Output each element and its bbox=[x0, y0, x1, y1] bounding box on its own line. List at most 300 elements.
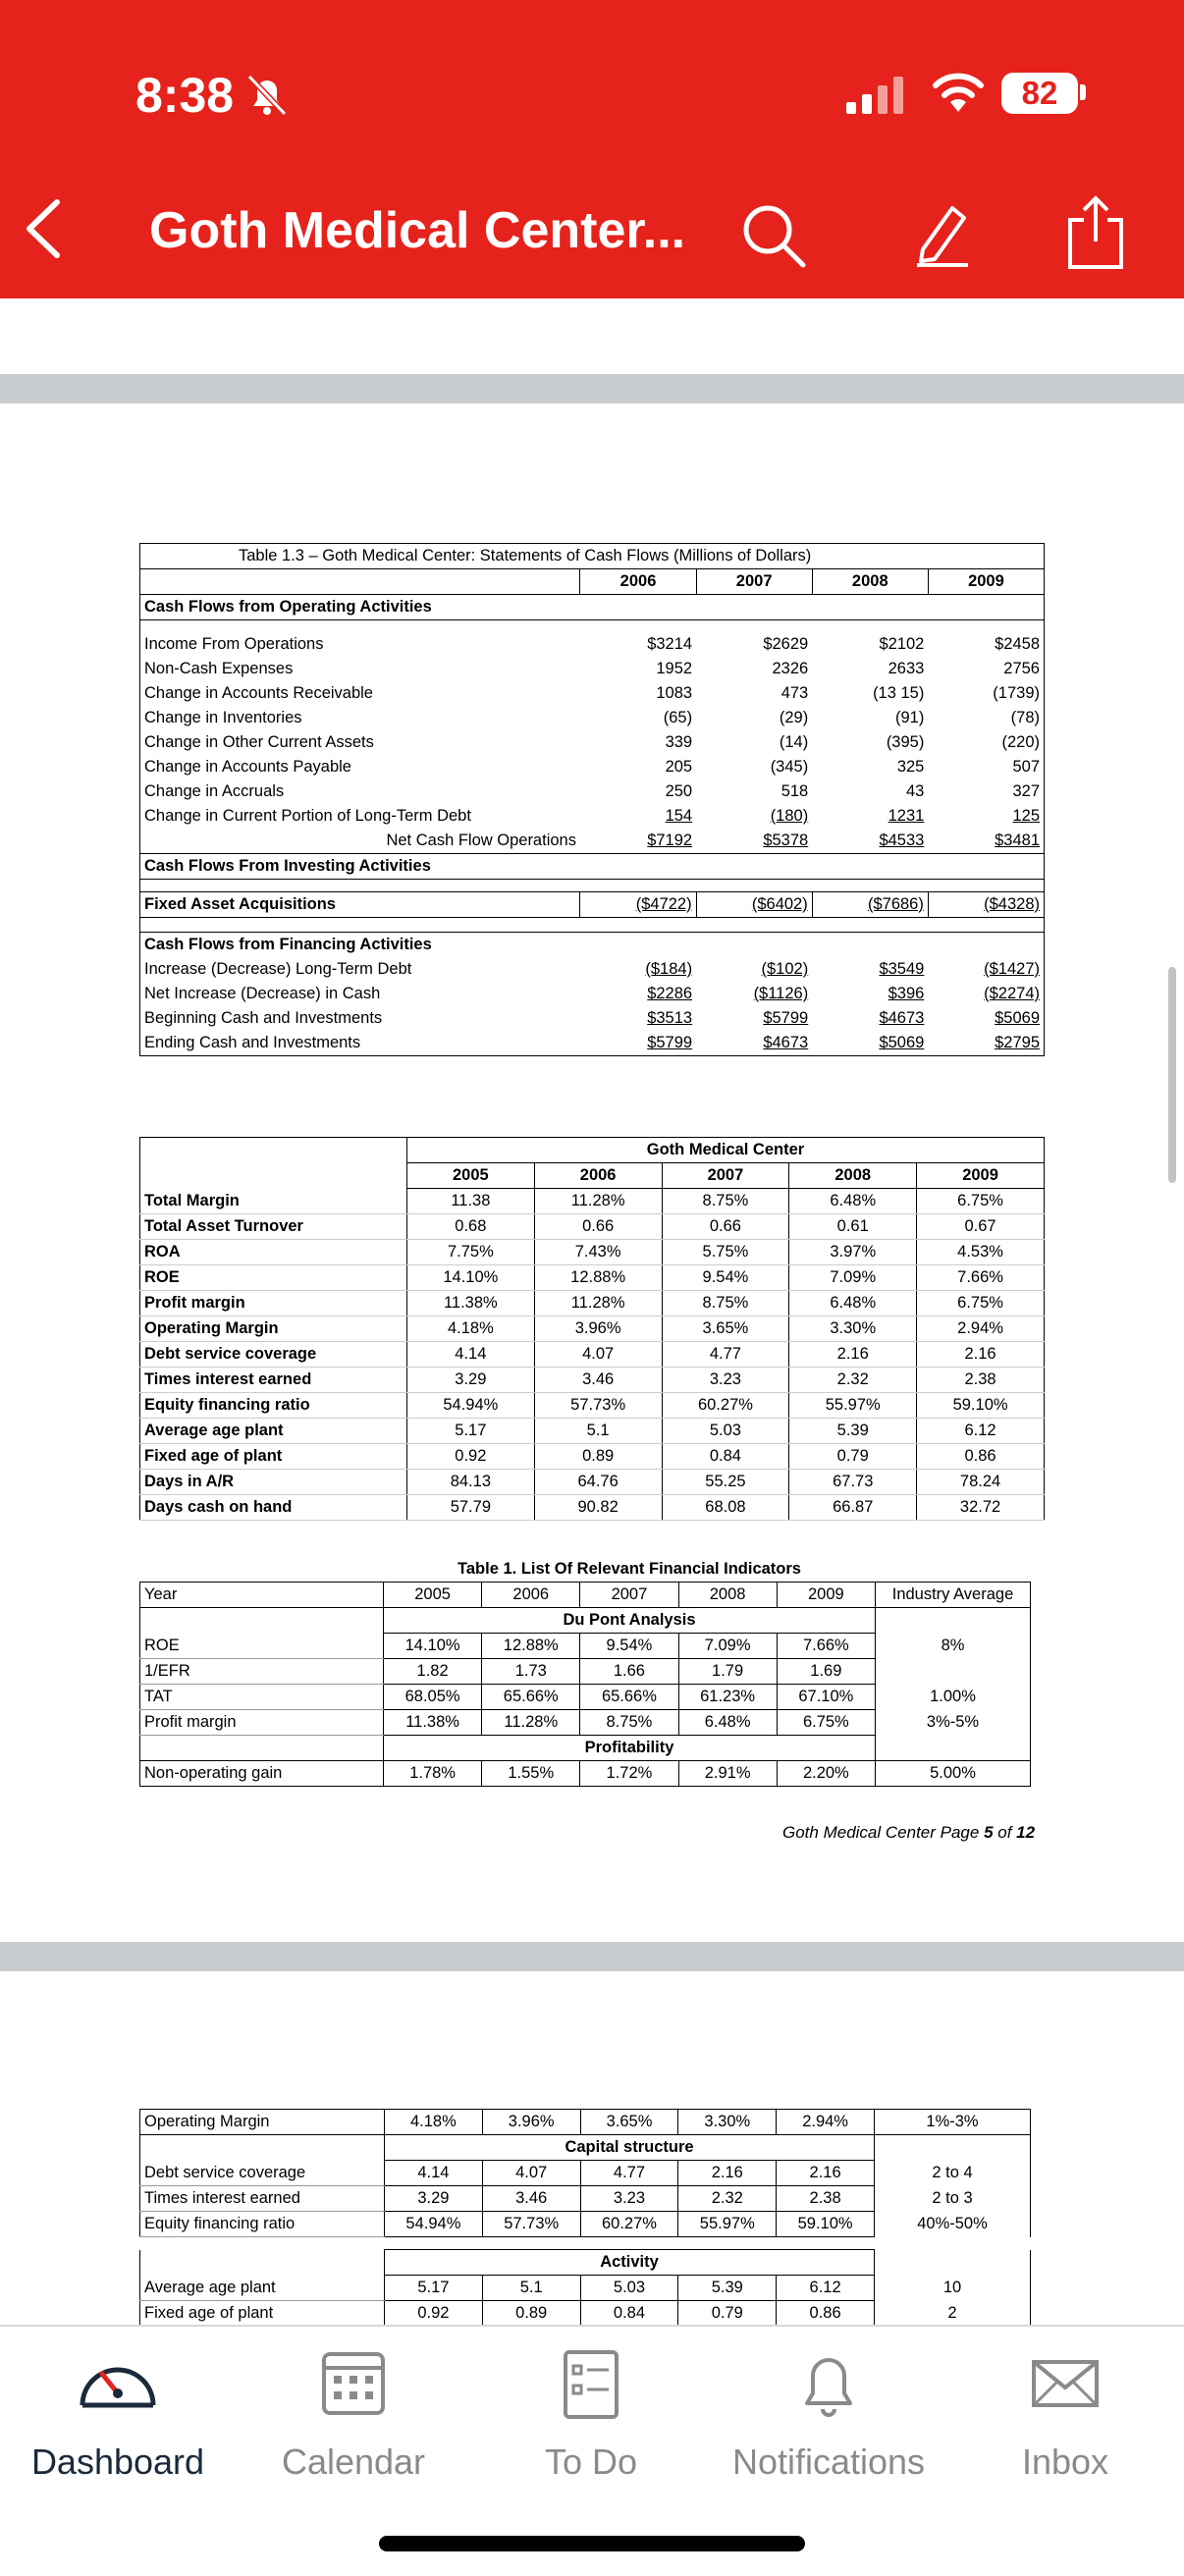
row-value: (78) bbox=[928, 706, 1044, 730]
row-value: 154 bbox=[665, 807, 693, 825]
row-value: $2458 bbox=[928, 632, 1044, 657]
row-value: 2.20% bbox=[777, 1761, 875, 1787]
row-value: 0.68 bbox=[406, 1214, 534, 1240]
share-icon[interactable] bbox=[1064, 192, 1127, 271]
activity-label: Activity bbox=[385, 2250, 875, 2276]
activity-rows bbox=[140, 2276, 1031, 2327]
table-row bbox=[140, 1240, 1045, 1265]
row-value: 32.72 bbox=[917, 1495, 1045, 1521]
net-ops-value: $4533 bbox=[879, 832, 925, 849]
opmargin-row bbox=[140, 2110, 1031, 2135]
row-value: 7.09% bbox=[678, 1634, 777, 1659]
row-value: 3.96% bbox=[534, 1316, 662, 1342]
row-label: Fixed age of plant bbox=[140, 2301, 385, 2327]
row-value: $3549 bbox=[879, 960, 925, 978]
row-label: ROA bbox=[140, 1240, 407, 1265]
table-row bbox=[140, 1710, 1031, 1736]
row-value: 11.38% bbox=[384, 1710, 482, 1736]
row-value: 0.61 bbox=[789, 1214, 917, 1240]
year-header: 2008 bbox=[812, 569, 928, 595]
section-heading: Cash Flows from Operating Activities bbox=[140, 595, 1045, 620]
back-chevron-icon[interactable] bbox=[20, 196, 69, 261]
row-label: Equity financing ratio bbox=[140, 1393, 407, 1419]
table-row bbox=[140, 1189, 1045, 1214]
ratio-rows bbox=[140, 1189, 1045, 1521]
tab-todo[interactable] bbox=[493, 2327, 689, 2483]
table-row bbox=[140, 1659, 1031, 1685]
row-value: 1.78% bbox=[384, 1761, 482, 1787]
row-value: 2.16 bbox=[789, 1342, 917, 1368]
table-row bbox=[140, 1470, 1045, 1495]
row-value: 0.66 bbox=[534, 1214, 662, 1240]
table-row bbox=[140, 2212, 1031, 2237]
cash-flow-table bbox=[139, 543, 1045, 1056]
row-value: 518 bbox=[780, 782, 809, 800]
row-value: 65.66% bbox=[482, 1685, 580, 1710]
indicators-table-continued bbox=[139, 2109, 1031, 2327]
table-row bbox=[140, 2301, 1031, 2327]
operating-rows bbox=[140, 632, 1045, 829]
row-value: $3214 bbox=[647, 635, 693, 653]
row-value: 7.09% bbox=[789, 1265, 917, 1291]
row-value: 205 bbox=[665, 758, 693, 776]
year-label: Year bbox=[140, 1583, 384, 1608]
row-value: 4.77 bbox=[580, 2161, 678, 2186]
row-value: 8.75% bbox=[580, 1710, 678, 1736]
row-value: 7.75% bbox=[406, 1240, 534, 1265]
tab-label: Inbox bbox=[1021, 2442, 1109, 2482]
silent-bell-icon bbox=[243, 73, 291, 118]
row-value: 4.77 bbox=[662, 1342, 789, 1368]
section-heading: Cash Flows from Financing Activities bbox=[140, 933, 1045, 958]
scrollbar[interactable] bbox=[1168, 967, 1176, 1183]
row-label: TAT bbox=[140, 1685, 384, 1710]
industry-value: 1.00% bbox=[876, 1685, 1031, 1710]
row-value: 1.66 bbox=[580, 1659, 678, 1685]
fixed-asset-value: ($4722) bbox=[580, 892, 696, 918]
net-ops-value: $7192 bbox=[647, 832, 693, 849]
row-value: 7.66% bbox=[917, 1265, 1045, 1291]
industry-value: 2 bbox=[875, 2301, 1031, 2327]
row-value: 4.07 bbox=[534, 1342, 662, 1368]
row-value: 3.23 bbox=[580, 2186, 678, 2212]
row-value: 3.30% bbox=[789, 1316, 917, 1342]
row-value: 327 bbox=[928, 779, 1044, 804]
table-row bbox=[140, 657, 1045, 681]
profitability-label: Profitability bbox=[384, 1736, 876, 1761]
table-row bbox=[140, 1342, 1045, 1368]
row-value: 59.10% bbox=[917, 1393, 1045, 1419]
cell-signal-icon bbox=[846, 75, 911, 114]
row-value: 0.79 bbox=[678, 2301, 777, 2327]
row-value: 5.03 bbox=[580, 2276, 678, 2301]
row-label: 1/EFR bbox=[140, 1659, 384, 1685]
row-value: 67.10% bbox=[777, 1685, 875, 1710]
year-header: 2009 bbox=[777, 1583, 875, 1608]
row-value: 3.96% bbox=[482, 2110, 580, 2135]
row-value: 1952 bbox=[656, 660, 693, 677]
year-header: 2007 bbox=[580, 1583, 678, 1608]
tab-inbox[interactable] bbox=[972, 2327, 1158, 2483]
year-header: 2006 bbox=[482, 1583, 580, 1608]
row-value: 0.86 bbox=[777, 2301, 875, 2327]
row-value: 66.87 bbox=[789, 1495, 917, 1521]
row-value: 1.55% bbox=[482, 1761, 580, 1787]
table-row bbox=[140, 1368, 1045, 1393]
row-value: 11.38% bbox=[406, 1291, 534, 1316]
row-value: 2.38 bbox=[777, 2186, 875, 2212]
row-value: 84.13 bbox=[406, 1470, 534, 1495]
row-value: 12.88% bbox=[482, 1634, 580, 1659]
year-header: 2005 bbox=[384, 1583, 482, 1608]
year-header: 2009 bbox=[928, 569, 1044, 595]
row-value: ($1427) bbox=[928, 957, 1044, 982]
row-value: 12.88% bbox=[534, 1265, 662, 1291]
row-value: 3.65% bbox=[580, 2110, 678, 2135]
bell-icon bbox=[789, 2344, 868, 2423]
row-value: ($1126) bbox=[753, 985, 809, 1002]
row-value: 0.79 bbox=[789, 1444, 917, 1470]
row-value: 14.10% bbox=[384, 1634, 482, 1659]
table-row bbox=[140, 1495, 1045, 1521]
row-value: 3.46 bbox=[482, 2186, 580, 2212]
year-header: 2006 bbox=[534, 1163, 662, 1189]
table-row bbox=[140, 1444, 1045, 1470]
table-title: Table 1.3 – Goth Medical Center: Statements of Cash Flows (Millions of Dollars) bbox=[140, 544, 1045, 569]
row-value: 6.48% bbox=[789, 1291, 917, 1316]
todo-icon bbox=[552, 2344, 630, 2423]
row-label: ROE bbox=[140, 1265, 407, 1291]
row-label: Change in Accruals bbox=[140, 779, 580, 804]
row-value: 5.03 bbox=[662, 1419, 789, 1444]
tab-notifications[interactable] bbox=[711, 2327, 946, 2483]
tab-dashboard[interactable] bbox=[20, 2327, 216, 2483]
row-value: 64.76 bbox=[534, 1470, 662, 1495]
row-value: (29) bbox=[779, 709, 809, 726]
row-value: 4.18% bbox=[385, 2110, 483, 2135]
industry-value: 1%-3% bbox=[875, 2110, 1031, 2135]
row-value: 67.73 bbox=[789, 1470, 917, 1495]
row-value: 0.66 bbox=[662, 1214, 789, 1240]
row-label: Beginning Cash and Investments bbox=[140, 1006, 580, 1031]
row-value: 2.94% bbox=[917, 1316, 1045, 1342]
indicators-table bbox=[139, 1557, 1031, 1787]
row-value: (13 15) bbox=[873, 684, 925, 702]
row-value: 11.38 bbox=[406, 1189, 534, 1214]
row-value: 1083 bbox=[656, 684, 693, 702]
row-value: 8.75% bbox=[662, 1189, 789, 1214]
calendar-icon bbox=[314, 2344, 393, 2423]
fixed-asset-value: ($4328) bbox=[928, 892, 1044, 918]
row-label: Change in Other Current Assets bbox=[140, 730, 580, 755]
row-value: 250 bbox=[665, 782, 693, 800]
row-label: Change in Accounts Receivable bbox=[140, 681, 580, 706]
table-row bbox=[140, 804, 1045, 829]
indicators-year-row bbox=[140, 1583, 1031, 1608]
fixed-asset-label: Fixed Asset Acquisitions bbox=[140, 892, 580, 918]
row-value: $5799 bbox=[763, 1009, 809, 1027]
fixed-asset-value: ($7686) bbox=[812, 892, 928, 918]
row-value: 60.27% bbox=[662, 1393, 789, 1419]
row-value: 5.1 bbox=[482, 2276, 580, 2301]
tab-calendar[interactable] bbox=[255, 2327, 452, 2483]
app-header bbox=[0, 0, 1184, 298]
table-row bbox=[140, 1419, 1045, 1444]
row-value: 11.28% bbox=[534, 1291, 662, 1316]
row-value: 4.07 bbox=[482, 2161, 580, 2186]
table-row bbox=[140, 681, 1045, 706]
row-value: 1.82 bbox=[384, 1659, 482, 1685]
row-value: (345) bbox=[770, 758, 809, 776]
row-value: 507 bbox=[928, 755, 1044, 779]
row-value: (395) bbox=[886, 733, 925, 751]
table-row bbox=[140, 779, 1045, 804]
row-value: 1231 bbox=[888, 807, 925, 825]
row-value: 125 bbox=[928, 804, 1044, 829]
industry-value: 40%-50% bbox=[875, 2212, 1031, 2237]
row-label: Fixed age of plant bbox=[140, 1444, 407, 1470]
page-separator bbox=[0, 374, 1184, 403]
row-value: 43 bbox=[905, 782, 925, 800]
row-label: Net Increase (Decrease) in Cash bbox=[140, 982, 580, 1006]
row-value: 3.29 bbox=[385, 2186, 483, 2212]
row-value: 0.86 bbox=[917, 1444, 1045, 1470]
year-header: 2009 bbox=[917, 1163, 1045, 1189]
row-value: 3.97% bbox=[789, 1240, 917, 1265]
table-row bbox=[140, 957, 1045, 982]
row-value: 6.75% bbox=[777, 1710, 875, 1736]
row-value: 61.23% bbox=[678, 1685, 777, 1710]
table-row bbox=[140, 982, 1045, 1006]
row-label: Days cash on hand bbox=[140, 1495, 407, 1521]
row-label: Profit margin bbox=[140, 1291, 407, 1316]
row-value: $396 bbox=[888, 985, 925, 1002]
row-value: 5.17 bbox=[385, 2276, 483, 2301]
row-value: 5.75% bbox=[662, 1240, 789, 1265]
row-value: $4673 bbox=[696, 1031, 812, 1056]
row-value: 0.92 bbox=[406, 1444, 534, 1470]
row-value: 3.46 bbox=[534, 1368, 662, 1393]
row-value: 78.24 bbox=[917, 1470, 1045, 1495]
row-label: Income From Operations bbox=[140, 632, 580, 657]
spacer-row bbox=[140, 2237, 1031, 2250]
row-value: 5.39 bbox=[678, 2276, 777, 2301]
row-value: 4.14 bbox=[385, 2161, 483, 2186]
mail-icon bbox=[1026, 2344, 1104, 2423]
row-value: ($102) bbox=[761, 960, 809, 978]
row-value: 2.16 bbox=[777, 2161, 875, 2186]
row-value: 2326 bbox=[772, 660, 809, 677]
row-value: 68.08 bbox=[662, 1495, 789, 1521]
row-value: 3.29 bbox=[406, 1368, 534, 1393]
row-value: 60.27% bbox=[580, 2212, 678, 2237]
net-ops-label: Net Cash Flow Operations bbox=[140, 829, 580, 854]
year-header: 2008 bbox=[678, 1583, 777, 1608]
row-label: Times interest earned bbox=[140, 2186, 385, 2212]
row-value: 1.69 bbox=[777, 1659, 875, 1685]
row-value: 14.10% bbox=[406, 1265, 534, 1291]
row-value: 1.72% bbox=[580, 1761, 678, 1787]
wifi-icon bbox=[931, 71, 986, 114]
table-row bbox=[140, 1265, 1045, 1291]
capital-label: Capital structure bbox=[385, 2135, 875, 2161]
row-value: 0.89 bbox=[534, 1444, 662, 1470]
row-value: 65.66% bbox=[580, 1685, 678, 1710]
row-value: (14) bbox=[779, 733, 809, 751]
ratio-table-title: Goth Medical Center bbox=[406, 1138, 1044, 1163]
dupont-rows bbox=[140, 1634, 1031, 1736]
row-value: $5069 bbox=[928, 1006, 1044, 1031]
row-value: 59.10% bbox=[777, 2212, 875, 2237]
year-header: 2007 bbox=[662, 1163, 789, 1189]
row-value: $2102 bbox=[879, 635, 925, 653]
row-value: 55.97% bbox=[678, 2212, 777, 2237]
table-row bbox=[140, 1214, 1045, 1240]
nonop-row bbox=[140, 1761, 1031, 1787]
net-ops-value: $3481 bbox=[928, 829, 1044, 854]
annotate-pen-icon[interactable] bbox=[909, 200, 974, 269]
row-value: 2.94% bbox=[777, 2110, 875, 2135]
row-value: 90.82 bbox=[534, 1495, 662, 1521]
row-value: 2.32 bbox=[789, 1368, 917, 1393]
row-value: 2.38 bbox=[917, 1368, 1045, 1393]
row-value: 57.73% bbox=[482, 2212, 580, 2237]
battery-indicator: 82 bbox=[1001, 73, 1078, 114]
row-value: 5.1 bbox=[534, 1419, 662, 1444]
row-value: 6.12 bbox=[777, 2276, 875, 2301]
row-value: 2.16 bbox=[917, 1342, 1045, 1368]
row-value: 57.73% bbox=[534, 1393, 662, 1419]
row-value: (91) bbox=[895, 709, 925, 726]
row-value: 0.84 bbox=[662, 1444, 789, 1470]
table-row bbox=[140, 1685, 1031, 1710]
row-label: Change in Accounts Payable bbox=[140, 755, 580, 779]
table-row bbox=[140, 1316, 1045, 1342]
row-value: $2795 bbox=[928, 1031, 1044, 1056]
row-value: (1739) bbox=[928, 681, 1044, 706]
row-value: 6.48% bbox=[789, 1189, 917, 1214]
section-heading: Cash Flows From Investing Activities bbox=[140, 854, 1045, 880]
industry-value: 10 bbox=[875, 2276, 1031, 2301]
home-indicator[interactable] bbox=[379, 2536, 805, 2551]
table-row bbox=[140, 2161, 1031, 2186]
row-value: $5069 bbox=[812, 1031, 928, 1056]
row-value: 2.32 bbox=[678, 2186, 777, 2212]
table-row bbox=[140, 1634, 1031, 1659]
capital-rows bbox=[140, 2161, 1031, 2250]
industry-value: 3%-5% bbox=[876, 1710, 1031, 1736]
row-value: 2.91% bbox=[678, 1761, 777, 1787]
row-label: Change in Current Portion of Long-Term Debt bbox=[140, 804, 580, 829]
row-value: 68.05% bbox=[384, 1685, 482, 1710]
row-value: 339 bbox=[665, 733, 693, 751]
row-label: Equity financing ratio bbox=[140, 2212, 385, 2237]
row-value: 3.30% bbox=[678, 2110, 777, 2135]
tab-label: Dashboard bbox=[30, 2442, 205, 2482]
row-value: 57.79 bbox=[406, 1495, 534, 1521]
row-value: $2286 bbox=[647, 985, 693, 1002]
row-value: ($2274) bbox=[928, 982, 1044, 1006]
row-value: 3.65% bbox=[662, 1316, 789, 1342]
row-value: 3.23 bbox=[662, 1368, 789, 1393]
year-header: 2005 bbox=[406, 1163, 534, 1189]
table-row bbox=[140, 1393, 1045, 1419]
table-row bbox=[140, 730, 1045, 755]
battery-tip bbox=[1080, 84, 1086, 100]
page-footer: Goth Medical Center Page 5 of 12 bbox=[782, 1823, 1036, 1842]
row-label: Profit margin bbox=[140, 1710, 384, 1736]
row-value: 325 bbox=[896, 758, 925, 776]
ratio-table bbox=[139, 1137, 1045, 1521]
row-value: 473 bbox=[780, 684, 809, 702]
row-value: 2.16 bbox=[678, 2161, 777, 2186]
row-value: 1.79 bbox=[678, 1659, 777, 1685]
row-label: Total Margin bbox=[140, 1189, 407, 1214]
row-value: 4.14 bbox=[406, 1342, 534, 1368]
tab-label: To Do bbox=[544, 2442, 638, 2482]
table-row bbox=[140, 2276, 1031, 2301]
row-value: 5.39 bbox=[789, 1419, 917, 1444]
row-value: 6.12 bbox=[917, 1419, 1045, 1444]
table-row bbox=[140, 1291, 1045, 1316]
search-icon[interactable] bbox=[738, 200, 809, 271]
row-value: 54.94% bbox=[406, 1393, 534, 1419]
row-value: 9.54% bbox=[662, 1265, 789, 1291]
row-value: (65) bbox=[663, 709, 693, 726]
row-value: 55.97% bbox=[789, 1393, 917, 1419]
row-value: 0.67 bbox=[917, 1214, 1045, 1240]
row-value: $3513 bbox=[647, 1009, 693, 1027]
row-value: 5.17 bbox=[406, 1419, 534, 1444]
row-label: Total Asset Turnover bbox=[140, 1214, 407, 1240]
row-label: Operating Margin bbox=[140, 2110, 385, 2135]
row-label: Debt service coverage bbox=[140, 1342, 407, 1368]
industry-value: 2 to 4 bbox=[875, 2161, 1031, 2186]
row-label: Non-Cash Expenses bbox=[140, 657, 580, 681]
row-value: 8.75% bbox=[662, 1291, 789, 1316]
row-value: 0.84 bbox=[580, 2301, 678, 2327]
row-value: 6.75% bbox=[917, 1189, 1045, 1214]
ratio-year-row bbox=[140, 1163, 1045, 1189]
row-value: 11.28% bbox=[482, 1710, 580, 1736]
fixed-asset-value: ($6402) bbox=[696, 892, 812, 918]
industry-value: 2 to 3 bbox=[875, 2186, 1031, 2212]
row-label: Times interest earned bbox=[140, 1368, 407, 1393]
document-title: Goth Medical Center... bbox=[149, 202, 686, 259]
table-row bbox=[140, 632, 1045, 657]
row-value: 6.48% bbox=[678, 1710, 777, 1736]
industry-value bbox=[876, 1659, 1031, 1685]
year-header: 2007 bbox=[696, 569, 812, 595]
tab-label: Notifications bbox=[731, 2442, 926, 2482]
row-value: 0.89 bbox=[482, 2301, 580, 2327]
table-row bbox=[140, 1031, 1045, 1056]
row-value: 9.54% bbox=[580, 1634, 678, 1659]
indicators-title: Table 1. List Of Relevant Financial Indicators bbox=[457, 1560, 801, 1578]
row-value: (220) bbox=[928, 730, 1044, 755]
row-label: Debt service coverage bbox=[140, 2161, 385, 2186]
row-value: 6.75% bbox=[917, 1291, 1045, 1316]
row-value: 2756 bbox=[928, 657, 1044, 681]
year-header: 2006 bbox=[580, 569, 696, 595]
status-time: 8:38 bbox=[135, 68, 235, 123]
dupont-label: Du Pont Analysis bbox=[384, 1608, 876, 1634]
row-value: ($184) bbox=[645, 960, 693, 978]
row-value: $4673 bbox=[879, 1009, 925, 1027]
row-label: Average age plant bbox=[140, 1419, 407, 1444]
tab-label: Calendar bbox=[281, 2442, 426, 2482]
dashboard-icon bbox=[69, 2344, 167, 2423]
